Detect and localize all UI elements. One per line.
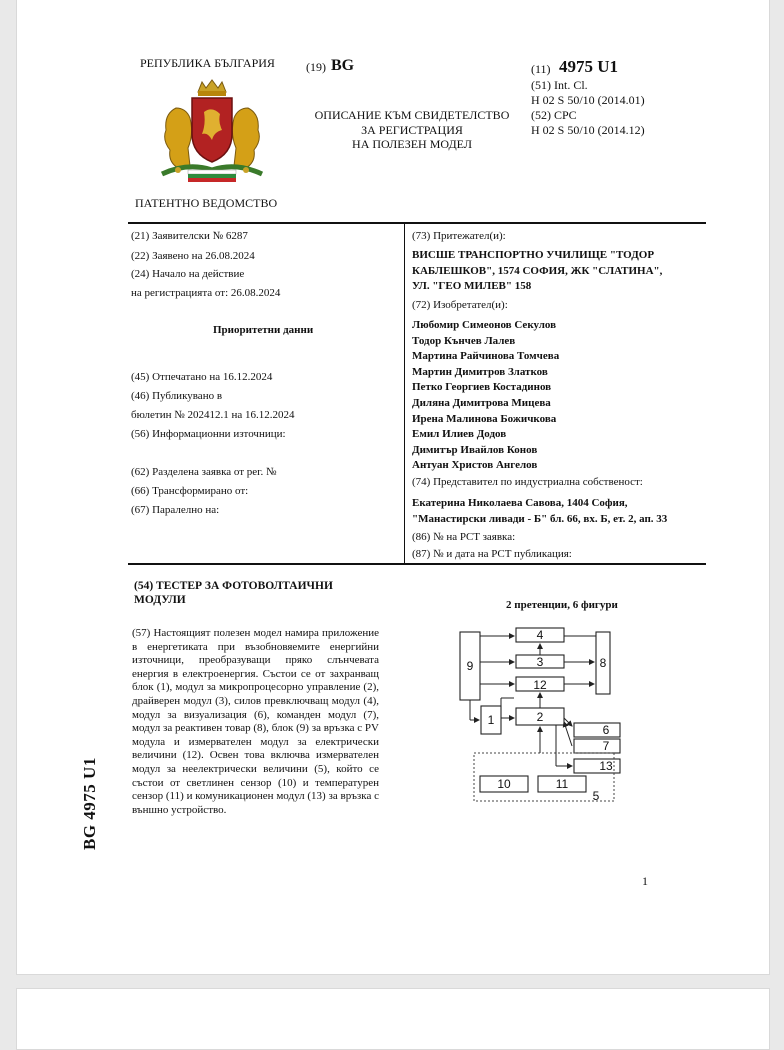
block-5-label: 5: [592, 789, 600, 803]
cpc-value: H 02 S 50/10 (2014.12): [531, 123, 645, 137]
block-4-label: 4: [536, 628, 544, 642]
block-11-label: 11: [555, 777, 569, 791]
block-9-label: 9: [466, 659, 474, 673]
inventor-name: Ирена Малинова Божичкова: [412, 412, 557, 425]
page-number: 1: [642, 874, 648, 888]
printed-date: (45) Отпечатано на 16.12.2024: [131, 371, 273, 383]
invention-title-line: МОДУЛИ: [134, 594, 186, 606]
next-page-edge: [16, 988, 770, 1050]
block-3-label: 3: [536, 655, 544, 669]
filing-date: (22) Заявено на 26.08.2024: [131, 250, 255, 262]
block-13: [574, 759, 620, 773]
document-title: [300, 108, 524, 152]
owner-label: (73) Притежател(и):: [412, 230, 506, 242]
representative-line: "Манастирски ливади - Б" бл. 66, вх. Б, ет. 2, ап. 33: [412, 513, 668, 525]
block-2-label: 2: [536, 710, 544, 724]
block-6: [574, 723, 620, 737]
invention-title: [134, 579, 333, 607]
inventors-list: [412, 318, 559, 474]
inventor-name: Мартин Димитров Златков: [412, 365, 548, 378]
application-number: (21) Заявителски № 6287: [131, 230, 248, 242]
pct-publication: (87) № и дата на PCT публикация:: [412, 548, 572, 560]
field-11-code: (11): [531, 62, 551, 76]
owner-name: [412, 248, 662, 295]
inventor-name: Мартина Райчинова Томчева: [412, 350, 560, 363]
priority-heading: Приоритетни данни: [213, 324, 314, 336]
column-divider: [404, 224, 405, 564]
int-cl-value: H 02 S 50/10 (2014.01): [531, 93, 645, 107]
representative-line: Екатерина Николаева Савова, 1404 София,: [412, 497, 628, 509]
inventors-label: (72) Изобретател(и):: [412, 299, 508, 311]
coat-of-arms-logo: [148, 78, 276, 186]
inventor-name: Тодор Кънчев Лалев: [412, 334, 516, 347]
block-7: [574, 739, 620, 753]
inventor-name: Любомир Симеонов Секулов: [412, 319, 557, 331]
inventor-name: Антуан Христов Ангелов: [412, 459, 538, 472]
divided-application: (62) Разделена заявка от рег. №: [131, 466, 277, 478]
parallel-to: (67) Паралелно на:: [131, 504, 220, 516]
representative-label: (74) Представител по индустриална собственост:: [412, 476, 643, 488]
block-8-label: 8: [599, 656, 607, 670]
info-sources: (56) Информационни източници:: [131, 428, 286, 440]
block-10-label: 10: [497, 777, 511, 791]
int-cl-label: (51) Int. Cl.: [531, 78, 588, 92]
block-7-label: 7: [602, 739, 610, 753]
pct-application: (86) № на PCT заявка:: [412, 531, 516, 543]
start-date-line2: на регистрацията от: 26.08.2024: [131, 287, 281, 299]
inventor-name: Емил Илиев Додов: [412, 428, 507, 441]
document-title-line: НА ПОЛЕЗЕН МОДЕЛ: [352, 137, 472, 151]
published-line1: (46) Публикувано в: [131, 390, 223, 402]
claims-count: 2 претенции, 6 фигури: [506, 599, 618, 611]
inventor-name: Петко Георгиев Костадинов: [412, 381, 552, 394]
document-title-line: ОПИСАНИЕ КЪМ СВИДЕТЕЛСТВО: [314, 108, 510, 122]
owner-line: УЛ. "ГЕО МИЛЕВ" 158: [412, 280, 532, 292]
abstract-text: (57) Настоящият полезен модел намира приложение в енергетиката при възобновяемите енергийни източници, преобразуващи пряко слънчевата енергия в електроенергия. Състои се от захранващ блок (1), модул за микропроцесорно управление (2), драйверен модул (3), силов превключващ модул (4), модул за визуализация (6), команден модул (7), модул за реактивен товар (8), блок (9) за връзка с PV модула и измервателен модул за електрически величини (12). Освен това включва измервателен модул за неелектрически величини (5), който се състои от светлинен сензор (10) и температурен сензор (11) и комуникационен модул (13) за връзка с външно устройство.: [132, 627, 379, 816]
country-name: РЕПУБЛИКА БЪЛГАРИЯ: [140, 56, 275, 70]
side-document-number: BG 4975 U1: [80, 757, 99, 850]
representative-name: [412, 495, 667, 527]
inventor-name: Димитър Ивайлов Конов: [412, 443, 538, 456]
block-1-label: 1: [487, 713, 495, 727]
cpc-label: (52) CPC: [531, 108, 577, 122]
document-title-line: ЗА РЕГИСТРАЦИЯ: [361, 122, 463, 137]
top-rule: [128, 222, 706, 224]
country-code: BG: [331, 57, 355, 74]
block-diagram: [456, 622, 626, 804]
block-13-label: 13: [599, 759, 613, 773]
invention-title-line: (54) ТЕСТЕР ЗА ФОТОВОЛТАИЧНИ: [134, 580, 333, 592]
inventor-name: Диляна Димитрова Мицева: [412, 396, 551, 409]
owner-line: КАБЛЕШКОВ", 1574 СОФИЯ, ЖК "СЛАТИНА",: [412, 264, 663, 277]
transformed-from: (66) Трансформирано от:: [131, 485, 249, 497]
published-line2: бюлетин № 202412.1 на 16.12.2024: [131, 409, 295, 421]
office-name: ПАТЕНТНО ВЕДОМСТВО: [135, 196, 278, 210]
field-19-code: (19): [306, 60, 326, 74]
block-6-label: 6: [602, 723, 610, 737]
document-number: 4975 U1: [559, 57, 619, 76]
owner-line: ВИСШЕ ТРАНСПОРТНО УЧИЛИЩЕ "ТОДОР: [412, 249, 655, 261]
start-date-line1: (24) Начало на действие: [131, 268, 245, 280]
bottom-rule: [128, 563, 706, 565]
block-12-label: 12: [533, 678, 547, 692]
